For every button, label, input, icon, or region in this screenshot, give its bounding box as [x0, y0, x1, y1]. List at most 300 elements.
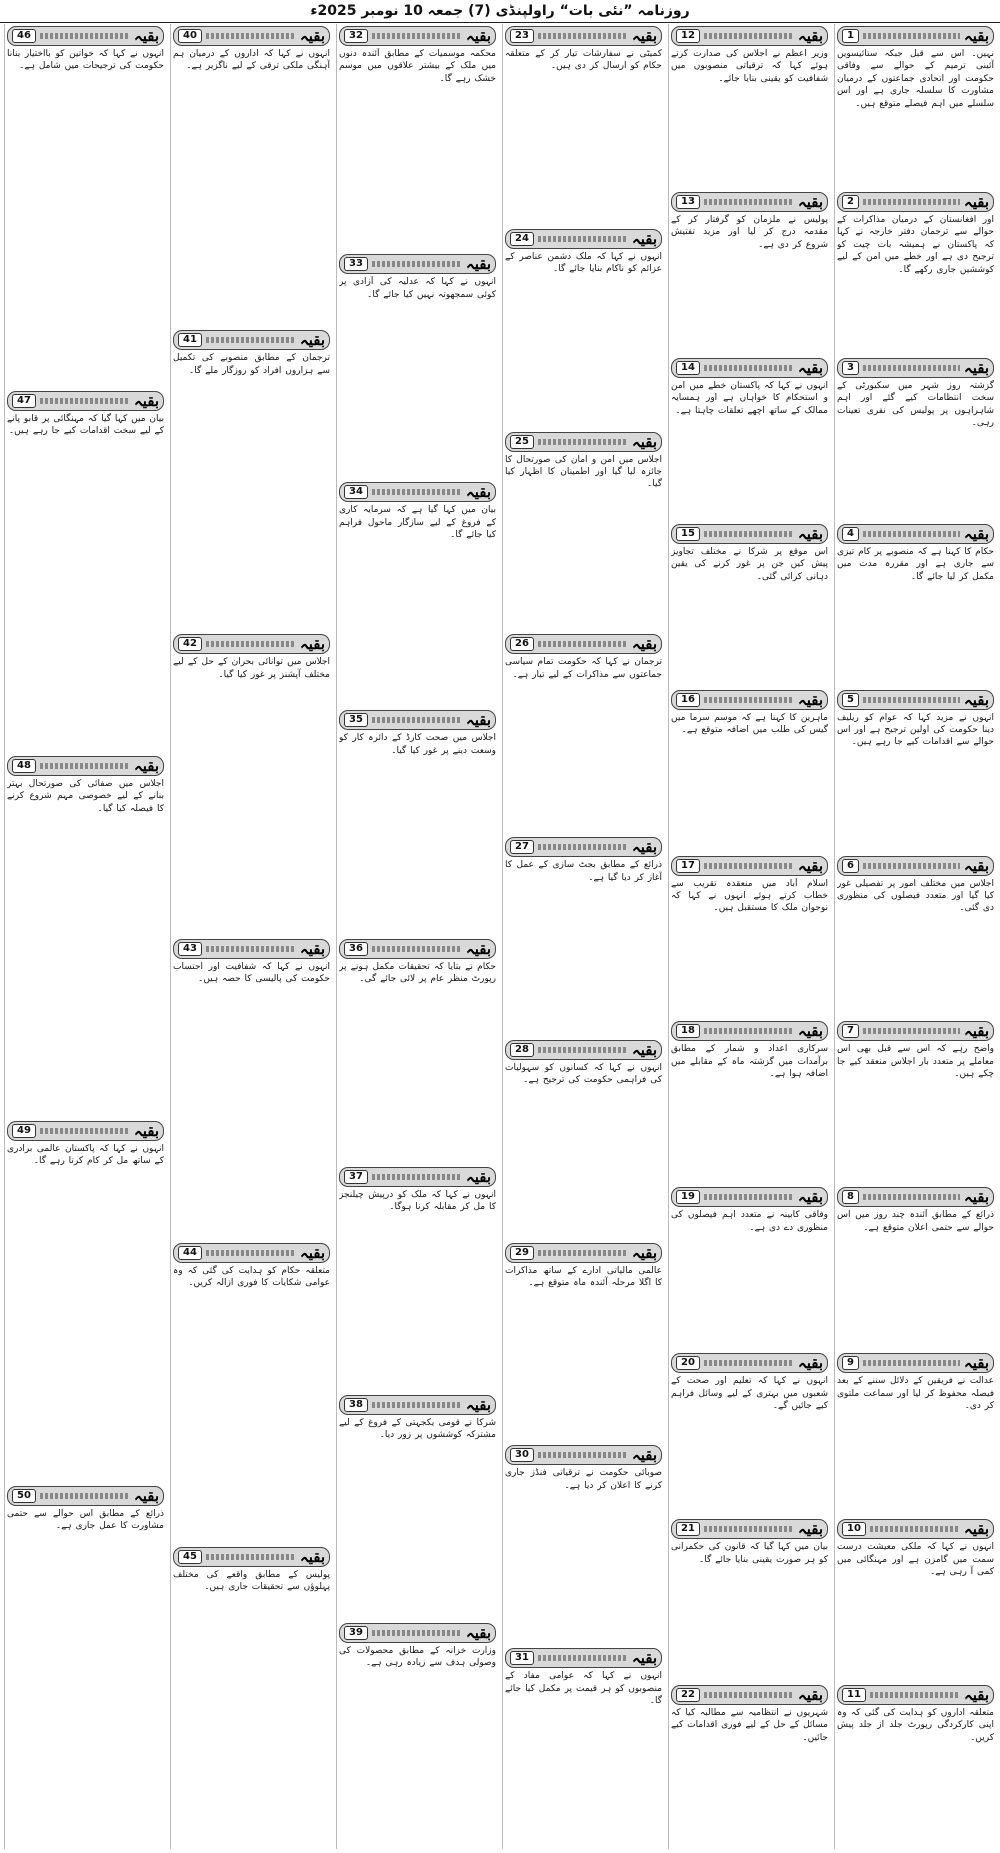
continued-label: بقیہ: [797, 27, 823, 45]
continued-label: بقیہ: [465, 483, 491, 502]
header-ornament: [372, 261, 462, 267]
header-ornament: [372, 1402, 462, 1408]
story-number: 43: [178, 942, 202, 956]
header-ornament: [704, 365, 794, 371]
header-ornament: [538, 33, 628, 39]
continued-header: [505, 1648, 662, 1668]
continued-header: [173, 634, 330, 654]
continued-header: [7, 1121, 164, 1141]
story-body: نہیں۔ اس سے قبل جبکہ ستائیسویں آئینی ترمیم کے حوالے سے وفاقی حکومت اور اتحادی جماعتوں کے درمیان مشاورت کا سلسلہ جاری ہے اور اس سلسلے میں اہم فیصلے متوقع ہیں۔: [837, 49, 994, 109]
column: [834, 24, 996, 1849]
header-ornament: [538, 844, 628, 850]
header-ornament: [863, 531, 960, 537]
continued-header: [7, 756, 164, 776]
header-ornament: [538, 1655, 628, 1661]
header-ornament: [704, 531, 794, 537]
continued-story: [7, 1119, 164, 1484]
header-ornament: [870, 1526, 960, 1532]
continued-label: بقیہ: [797, 1022, 823, 1041]
column: [170, 24, 332, 1849]
story-body: متعلقہ حکام کو ہدایت کی گئی کہ وہ عوامی شکایات کا فوری ازالہ کریں۔: [173, 1265, 330, 1289]
continued-header: [837, 690, 994, 710]
continued-label: بقیہ: [631, 432, 657, 451]
story-body: انہوں نے کہا کہ ملکی معیشت درست سمت میں گامزن ہے اور مہنگائی میں کمی آ رہی ہے۔: [837, 1542, 994, 1577]
continued-label: بقیہ: [299, 27, 325, 45]
story-body: متعلقہ اداروں کو ہدایت کی گئی کہ وہ اپنی کارکردگی رپورٹ جلد از جلد پیش کریں۔: [837, 1708, 994, 1743]
header-ornament: [538, 641, 628, 647]
continued-label: بقیہ: [133, 392, 159, 410]
continued-story: [671, 1351, 828, 1517]
header-ornament: [870, 1692, 960, 1698]
continued-header: [505, 837, 662, 857]
continued-label: بقیہ: [631, 1243, 657, 1262]
header-ornament: [704, 1692, 794, 1698]
continued-story: [505, 1443, 662, 1646]
story-number: 18: [676, 1024, 700, 1038]
header-ornament: [704, 33, 794, 39]
continued-label: بقیہ: [797, 690, 823, 709]
continued-story: [505, 227, 662, 430]
story-number: 39: [344, 1626, 368, 1640]
story-body: انہوں نے کہا کہ پاکستان خطے میں امن و استحکام کا خواہاں ہے اور ہمسایہ ممالک کے ساتھ اچھے تعلقات چاہتا ہے۔: [671, 380, 828, 416]
continued-story: [339, 708, 496, 936]
header-ornament: [372, 1174, 462, 1180]
continued-story: [339, 480, 496, 708]
story-body: انہوں نے مزید کہا کہ عوام کو ریلیف دینا حکومت کی اولین ترجیح ہے اور اس حوالے سے اقدامات کیے جا رہے ہیں۔: [837, 712, 994, 748]
header-ornament: [372, 1630, 462, 1636]
story-number: 32: [344, 29, 368, 43]
continued-header: [505, 634, 662, 654]
header-ornament: [704, 1028, 794, 1034]
continued-story: [671, 522, 828, 688]
header-ornament: [40, 398, 130, 404]
story-body: پولیس نے ملزمان کو گرفتار کر کے مقدمہ درج کر لیا اور مزید تفتیش شروع کر دی ہے۔: [671, 214, 828, 250]
column: [502, 24, 664, 1849]
story-number: 26: [510, 637, 534, 651]
header-ornament: [206, 1554, 296, 1560]
story-body: ترجمان نے کہا کہ حکومت تمام سیاسی جماعتوں سے مذاکرات کے لیے تیار ہے۔: [505, 657, 662, 680]
story-body: اجلاس میں صحت کارڈ کے دائرہ کار کو وسعت دینے پر غور کیا گیا۔: [339, 733, 496, 756]
continued-story: [837, 1185, 994, 1351]
continued-header: [505, 1040, 662, 1060]
story-number: 46: [12, 29, 36, 43]
continued-header: [837, 1021, 994, 1041]
story-body: ذرائع کے مطابق اس حوالے سے حتمی مشاورت کا عمل جاری ہے۔: [7, 1509, 164, 1532]
story-body: حکام نے بتایا کہ تحقیقات مکمل ہونے پر رپورٹ منظر عام پر لائی جائے گی۔: [339, 961, 496, 984]
continued-header: [671, 192, 828, 212]
story-number: 28: [510, 1043, 534, 1057]
continued-header: [339, 1167, 496, 1187]
column: [336, 24, 498, 1849]
story-number: 23: [510, 29, 534, 43]
continued-story: [7, 754, 164, 1119]
story-number: 1: [842, 29, 859, 43]
header-ornament: [206, 337, 296, 343]
continued-story: [837, 190, 994, 356]
header-ornament: [206, 33, 296, 39]
continued-label: بقیہ: [963, 690, 989, 709]
header-ornament: [372, 33, 462, 39]
story-number: 34: [344, 485, 368, 499]
continued-story: [505, 835, 662, 1038]
continued-label: بقیہ: [797, 524, 823, 543]
continued-story: [173, 24, 330, 328]
story-body: حکام کا کہنا ہے کہ منصوبے پر کام تیزی سے جاری ہے اور مقررہ مدت میں مکمل کر لیا جائے گا۔: [837, 546, 994, 582]
continued-label: بقیہ: [133, 27, 159, 45]
story-number: 13: [676, 195, 700, 209]
continued-header: [339, 26, 496, 46]
story-body: واضح رہے کہ اس سے قبل بھی اس معاملے پر متعدد بار اجلاس منعقد کیے جا چکے ہیں۔: [837, 1044, 994, 1080]
continued-story: [671, 688, 828, 854]
story-body: انہوں نے کہا کہ ملک دشمن عناصر کے عزائم کو ناکام بنایا جائے گا۔: [505, 251, 662, 275]
story-body: بیان میں کہا گیا کہ مہنگائی پر قابو پانے کے لیے سخت اقدامات کیے جا رہے ہیں۔: [7, 414, 164, 437]
header-ornament: [863, 199, 960, 205]
story-body: کمیٹی نے سفارشات تیار کر کے متعلقہ حکام کو ارسال کر دی ہیں۔: [505, 49, 662, 72]
continued-story: [173, 328, 330, 632]
header-ornament: [372, 489, 462, 495]
header-ornament: [704, 1526, 794, 1532]
continued-story: [671, 356, 828, 522]
continued-label: بقیہ: [465, 1395, 491, 1414]
story-number: 44: [178, 1246, 202, 1260]
story-body: عالمی مالیاتی ادارے کے ساتھ مذاکرات کا اگلا مرحلہ آئندہ ماہ متوقع ہے۔: [505, 1265, 662, 1289]
continued-story: [671, 190, 828, 356]
continued-label: بقیہ: [299, 1547, 325, 1566]
story-body: اس موقع پر شرکا نے مختلف تجاویز پیش کیں جن پر غور کرنے کی یقین دہانی کرائی گئی۔: [671, 546, 828, 582]
story-number: 29: [510, 1246, 534, 1260]
story-body: انہوں نے کہا کہ خواتین کو بااختیار بنانا حکومت کی ترجیحات میں شامل ہے۔: [7, 49, 164, 72]
header-ornament: [206, 946, 296, 952]
story-number: 30: [510, 1448, 534, 1462]
story-body: عدالت نے فریقین کے دلائل سننے کے بعد فیصلہ محفوظ کر لیا اور سماعت ملتوی کر دی۔: [837, 1376, 994, 1412]
continued-story: [7, 1484, 164, 1849]
header-ornament: [863, 863, 960, 869]
story-number: 3: [842, 361, 859, 375]
header-ornament: [704, 1194, 794, 1200]
continued-story: [505, 430, 662, 633]
story-number: 49: [12, 1124, 36, 1138]
story-number: 45: [178, 1550, 202, 1564]
continued-header: [173, 26, 330, 46]
continued-header: [7, 1486, 164, 1506]
story-body: انہوں نے کہا کہ پاکستان عالمی برادری کے ساتھ مل کر کام کرتا رہے گا۔: [7, 1144, 164, 1167]
continued-story: [837, 24, 994, 190]
continued-header: [837, 1353, 994, 1373]
story-number: 17: [676, 859, 700, 873]
header-ornament: [40, 33, 130, 39]
continued-label: بقیہ: [631, 1649, 657, 1668]
header-ornament: [704, 697, 794, 703]
story-body: وزیر اعظم نے اجلاس کی صدارت کرتے ہوئے کہا کہ ترقیاتی منصوبوں میں شفافیت کو یقینی بنایا جائے۔: [671, 49, 828, 84]
story-body: اجلاس میں توانائی بحران کے حل کے لیے مختلف آپشنز پر غور کیا گیا۔: [173, 657, 330, 680]
continued-label: بقیہ: [631, 1446, 657, 1465]
continued-header: [671, 26, 828, 46]
continued-story: [837, 356, 994, 522]
continued-label: بقیہ: [133, 1487, 159, 1505]
continued-label: بقیہ: [797, 1354, 823, 1373]
continued-label: بقیہ: [963, 1022, 989, 1041]
story-number: 11: [842, 1688, 866, 1702]
continued-header: [173, 330, 330, 350]
header-ornament: [538, 1250, 628, 1256]
column: [4, 24, 166, 1849]
continued-header: [671, 1021, 828, 1041]
continued-story: [837, 1019, 994, 1185]
story-body: محکمہ موسمیات کے مطابق آئندہ دنوں میں ملک کے بیشتر علاقوں میں موسم خشک رہے گا۔: [339, 49, 496, 84]
continued-header: [505, 1243, 662, 1263]
continued-story: [505, 24, 662, 227]
continued-label: بقیہ: [465, 1623, 491, 1642]
continued-label: بقیہ: [963, 1188, 989, 1207]
story-number: 27: [510, 840, 534, 854]
continued-story: [671, 1517, 828, 1683]
header-ornament: [538, 236, 628, 242]
story-body: اجلاس میں مختلف امور پر تفصیلی غور کیا گیا اور متعدد فیصلوں کی منظوری دی گئی۔: [837, 878, 994, 914]
continued-label: بقیہ: [963, 1520, 989, 1539]
continued-story: [7, 24, 164, 389]
continued-label: بقیہ: [797, 192, 823, 211]
continued-story: [671, 1683, 828, 1849]
story-number: 31: [510, 1651, 534, 1665]
header-ornament: [863, 33, 960, 39]
story-number: 20: [676, 1356, 700, 1370]
continued-story: [671, 854, 828, 1020]
continued-header: [7, 26, 164, 46]
header-ornament: [538, 439, 628, 445]
story-number: 8: [842, 1190, 859, 1204]
story-number: 16: [676, 693, 700, 707]
continued-story: [837, 688, 994, 854]
continued-story: [173, 632, 330, 936]
story-number: 40: [178, 29, 202, 43]
continued-story: [505, 1241, 662, 1444]
continued-label: بقیہ: [465, 1167, 491, 1186]
continued-label: بقیہ: [963, 27, 989, 45]
story-number: 35: [344, 713, 368, 727]
continued-label: بقیہ: [465, 939, 491, 958]
continued-header: [505, 26, 662, 46]
story-body: ترجمان کے مطابق منصوبے کی تکمیل سے ہزاروں افراد کو روزگار ملے گا۔: [173, 353, 330, 376]
continued-header: [671, 524, 828, 544]
continued-header: [339, 710, 496, 730]
story-number: 41: [178, 333, 202, 347]
header-ornament: [863, 1194, 960, 1200]
header-ornament: [538, 1047, 628, 1053]
story-number: 5: [842, 693, 859, 707]
header-ornament: [863, 1360, 960, 1366]
continued-header: [837, 192, 994, 212]
story-body: بیان میں کہا گیا ہے کہ سرمایہ کاری کے فروغ کے لیے سازگار ماحول فراہم کیا جائے گا۔: [339, 505, 496, 541]
continued-story: [837, 1683, 994, 1849]
continued-label: بقیہ: [797, 1188, 823, 1207]
story-number: 38: [344, 1398, 368, 1412]
continued-label: بقیہ: [963, 524, 989, 543]
continued-header: [671, 1353, 828, 1373]
header-ornament: [40, 1493, 130, 1499]
continued-label: بقیہ: [631, 838, 657, 857]
continued-story: [339, 1393, 496, 1621]
continued-story: [505, 632, 662, 835]
continued-label: بقیہ: [797, 1686, 823, 1705]
header-ornament: [40, 763, 130, 769]
continued-header: [837, 1685, 994, 1705]
story-body: انہوں نے کہا کہ کسانوں کو سہولیات کی فراہمی حکومت کی ترجیح ہے۔: [505, 1062, 662, 1086]
header-ornament: [206, 641, 296, 647]
story-number: 47: [12, 394, 36, 408]
story-number: 12: [676, 29, 700, 43]
header-ornament: [704, 1360, 794, 1366]
continued-label: بقیہ: [465, 27, 491, 45]
continued-story: [173, 1241, 330, 1545]
continued-label: بقیہ: [631, 229, 657, 248]
continued-label: بقیہ: [133, 1122, 159, 1140]
continued-label: بقیہ: [631, 635, 657, 654]
story-body: انہوں نے کہا کہ عوامی مفاد کے منصوبوں کو ہر قیمت پر مکمل کیا جائے گا۔: [505, 1671, 662, 1707]
story-body: اجلاس میں امن و امان کی صورتحال کا جائزہ لیا گیا اور اطمینان کا اظہار کیا گیا۔: [505, 454, 662, 490]
continued-header: [173, 1243, 330, 1263]
story-body: صوبائی حکومت نے ترقیاتی فنڈز جاری کرنے کا اعلان کر دیا ہے۔: [505, 1468, 662, 1491]
header-ornament: [863, 1028, 960, 1034]
continued-header: [339, 254, 496, 274]
header-ornament: [863, 697, 960, 703]
continued-story: [671, 24, 828, 190]
continued-label: بقیہ: [797, 358, 823, 377]
continued-header: [505, 1445, 662, 1465]
continued-label: بقیہ: [465, 711, 491, 730]
header-ornament: [704, 199, 794, 205]
story-body: انہوں نے کہا کہ اداروں کے درمیان ہم آہنگی ملکی ترقی کے لیے ناگزیر ہے۔: [173, 49, 330, 72]
story-body: شرکا نے قومی یکجہتی کے فروغ کے لیے مشترکہ کوششوں پر زور دیا۔: [339, 1417, 496, 1441]
story-number: 6: [842, 859, 859, 873]
continued-header: [837, 1187, 994, 1207]
story-number: 33: [344, 257, 368, 271]
continued-story: [671, 1185, 828, 1351]
continued-header: [505, 432, 662, 452]
header-ornament: [538, 1452, 628, 1458]
continued-label: بقیہ: [963, 856, 989, 875]
continued-label: بقیہ: [299, 1243, 325, 1262]
continued-header: [837, 26, 994, 46]
story-body: وفاقی کابینہ نے متعدد اہم فیصلوں کی منظوری دے دی ہے۔: [671, 1210, 828, 1233]
story-number: 48: [12, 759, 36, 773]
story-number: 14: [676, 361, 700, 375]
masthead: روزنامہ ”نئی بات“ راولپنڈی (7) جمعہ 10 نومبر 2025ء: [0, 0, 1000, 23]
story-number: 37: [344, 1170, 368, 1184]
continued-story: [339, 24, 496, 252]
header-ornament: [372, 946, 462, 952]
story-body: وزارت خزانہ کے مطابق محصولات کی وصولی ہدف سے زیادہ رہی ہے۔: [339, 1645, 496, 1669]
story-number: 15: [676, 527, 700, 541]
story-number: 7: [842, 1024, 859, 1038]
continued-label: بقیہ: [963, 1354, 989, 1373]
continued-label: بقیہ: [963, 358, 989, 377]
continued-header: [837, 856, 994, 876]
story-body: گزشتہ روز شہر میں سکیورٹی کے سخت انتظامات کیے گئے اور اہم شاہراہوں پر پولیس کی نفری تعینات رہی۔: [837, 380, 994, 429]
continued-label: بقیہ: [631, 1040, 657, 1059]
continued-header: [339, 482, 496, 502]
story-body: سرکاری اعداد و شمار کے مطابق برآمدات میں گزشتہ ماہ کے مقابلے میں اضافہ ہوا ہے۔: [671, 1044, 828, 1080]
continued-label: بقیہ: [465, 255, 491, 274]
continued-header: [671, 856, 828, 876]
story-number: 9: [842, 1356, 859, 1370]
continued-story: [505, 1038, 662, 1241]
continued-header: [505, 229, 662, 249]
continued-story: [339, 1621, 496, 1849]
continued-header: [837, 1519, 994, 1539]
continued-story: [7, 389, 164, 754]
story-body: انہوں نے کہا کہ تعلیم اور صحت کے شعبوں میں بہتری کے لیے وسائل فراہم کیے جائیں گے۔: [671, 1376, 828, 1412]
story-number: 42: [178, 637, 202, 651]
continued-header: [339, 1623, 496, 1643]
story-number: 22: [676, 1688, 700, 1702]
continued-header: [671, 1187, 828, 1207]
continued-header: [671, 1685, 828, 1705]
story-body: اجلاس میں صفائی کی صورتحال بہتر بنانے کے لیے خصوصی مہم شروع کرنے کا فیصلہ کیا گیا۔: [7, 779, 164, 814]
story-body: اسلام آباد میں منعقدہ تقریب سے خطاب کرتے ہوئے انہوں نے کہا کہ نوجوان ملک کا مستقبل ہیں۔: [671, 878, 828, 914]
continued-story: [505, 1646, 662, 1849]
story-body: انہوں نے کہا کہ عدلیہ کی آزادی پر کوئی سمجھوتہ نہیں کیا جائے گا۔: [339, 277, 496, 300]
story-number: 21: [676, 1522, 700, 1536]
story-number: 36: [344, 942, 368, 956]
story-body: ذرائع کے مطابق بجٹ سازی کے عمل کا آغاز کر دیا گیا ہے۔: [505, 860, 662, 883]
continued-header: [339, 1395, 496, 1415]
story-body: پولیس کے مطابق واقعے کی مختلف پہلوؤں سے تحقیقات جاری ہیں۔: [173, 1569, 330, 1593]
header-ornament: [372, 717, 462, 723]
story-body: اور افغانستان کے درمیان مذاکرات کے حوالے سے ترجمان دفتر خارجہ نے کہا کہ پاکستان نے ہمیشہ بات چیت کو ترجیح دی ہے اور خطے میں امن کے لیے کوششیں جاری رکھے گا۔: [837, 214, 994, 275]
continued-label: بقیہ: [299, 635, 325, 654]
continued-header: [173, 1547, 330, 1567]
story-body: شہریوں نے انتظامیہ سے مطالبہ کیا کہ مسائل کے حل کے لیے فوری اقدامات کیے جائیں۔: [671, 1708, 828, 1743]
story-body: انہوں نے کہا کہ ملک کو درپیش چیلنجز کا مل کر مقابلہ کرنا ہوگا۔: [339, 1189, 496, 1213]
story-body: انہوں نے کہا کہ شفافیت اور احتساب حکومت کی پالیسی کا حصہ ہیں۔: [173, 961, 330, 984]
header-ornament: [704, 863, 794, 869]
continued-story: [339, 252, 496, 480]
story-number: 2: [842, 195, 859, 209]
header-ornament: [863, 365, 960, 371]
continued-story: [173, 937, 330, 1241]
continued-story: [837, 522, 994, 688]
continued-header: [671, 358, 828, 378]
continued-label: بقیہ: [963, 192, 989, 211]
continued-label: بقیہ: [631, 27, 657, 45]
story-number: 25: [510, 435, 534, 449]
story-body: بیان میں کہا گیا کہ قانون کی حکمرانی کو ہر صورت یقینی بنایا جائے گا۔: [671, 1542, 828, 1565]
story-number: 19: [676, 1190, 700, 1204]
story-body: ماہرین کا کہنا ہے کہ موسم سرما میں گیس کی طلب میں اضافہ متوقع ہے۔: [671, 712, 828, 736]
continued-story: [173, 1545, 330, 1849]
story-number: 24: [510, 232, 534, 246]
continued-story: [339, 937, 496, 1165]
story-number: 4: [842, 527, 859, 541]
story-number: 10: [842, 1522, 866, 1536]
continued-story: [339, 1165, 496, 1393]
continued-story: [837, 854, 994, 1020]
continued-header: [7, 391, 164, 411]
continued-story: [837, 1517, 994, 1683]
continued-label: بقیہ: [797, 1520, 823, 1539]
newspaper-page: [4, 24, 996, 1849]
continued-story: [671, 1019, 828, 1185]
continued-header: [837, 358, 994, 378]
continued-header: [339, 939, 496, 959]
continued-label: بقیہ: [133, 757, 159, 775]
column: [668, 24, 830, 1849]
continued-label: بقیہ: [299, 331, 325, 350]
continued-header: [671, 690, 828, 710]
continued-header: [173, 939, 330, 959]
header-ornament: [206, 1250, 296, 1256]
story-body: ذرائع کے مطابق آئندہ چند روز میں اس حوالے سے حتمی اعلان متوقع ہے۔: [837, 1210, 994, 1233]
